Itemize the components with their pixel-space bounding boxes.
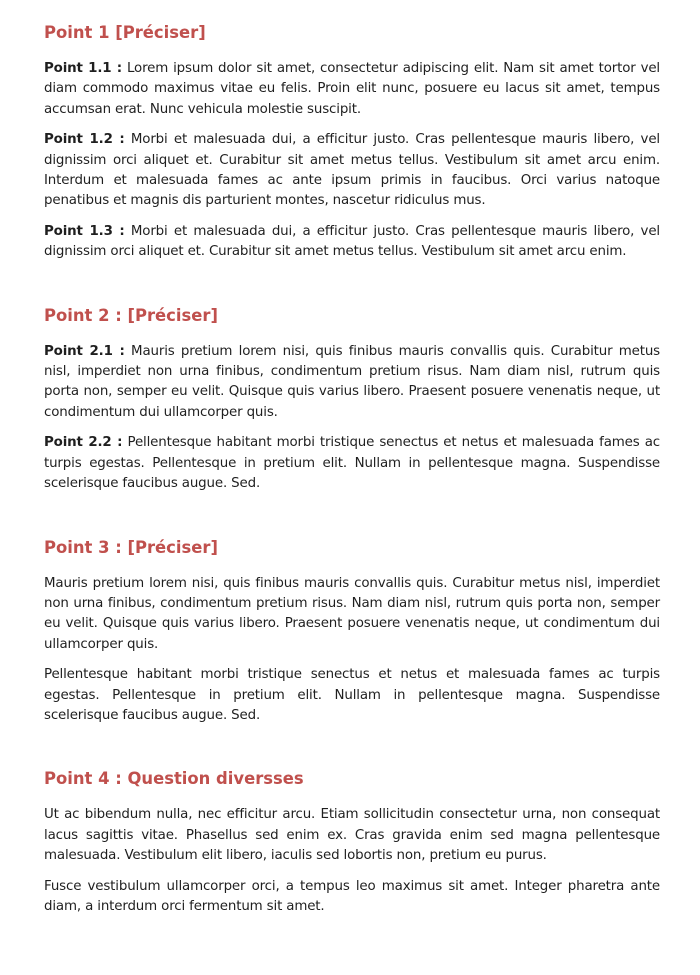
section-title: Point 1 [Préciser] bbox=[44, 23, 206, 42]
paragraph-point-2-1 bbox=[44, 342, 660, 424]
section-point-3 bbox=[44, 537, 660, 727]
paragraph-point-1-3 bbox=[44, 222, 660, 263]
paragraph-text: Pellentesque habitant morbi tristique senectus et netus et malesuada fames ac turpis egestas. Pellentesque in pretium elit. Nullam in pellentesque magna. Suspendisse scelerisque faucibus augue. Sed. bbox=[44, 435, 660, 492]
paragraph-text: Morbi et malesuada dui, a efficitur justo. Cras pellentesque mauris libero, vel dignissim orci aliquet et. Curabitur sit amet metus tellus. Vestibulum sit amet arcu enim. Interdum et malesuada fames ac ante ipsum primis in faucibus. Orci varius natoque penatibus et magnis dis parturient montes, nascetur ridiculus mus. bbox=[44, 132, 660, 209]
paragraph-label: Point 1.1 : bbox=[44, 61, 123, 76]
paragraph-point-1-1 bbox=[44, 59, 660, 120]
paragraph: Mauris pretium lorem nisi, quis finibus mauris convallis quis. Curabitur metus nisl, imperdiet non urna finibus, condimentum pretium risus. Nam diam nisl, rutrum quis porta non, semper eu velit. Quisque quis varius libero. Praesent posuere venenatis neque, ut condimentum dui ullamcorper quis. bbox=[44, 575, 660, 652]
section-point-2 bbox=[44, 305, 660, 495]
section-point-4 bbox=[44, 768, 660, 917]
paragraph-point-2-2 bbox=[44, 433, 660, 494]
paragraph-text: Morbi et malesuada dui, a efficitur justo. Cras pellentesque mauris libero, vel dignissim orci aliquet et. Curabitur sit amet metus tellus. Vestibulum sit amet arcu enim. bbox=[44, 223, 660, 260]
paragraph: Fusce vestibulum ullamcorper orci, a tempus leo maximus sit amet. Integer pharetra ante diam, a interdum orci fermentum sit amet. bbox=[44, 878, 660, 914]
paragraph: Pellentesque habitant morbi tristique senectus et netus et malesuada fames ac turpis egestas. Pellentesque in pretium elit. Nullam in pellentesque magna. Suspendisse scelerisque faucibus augue. Sed. bbox=[44, 667, 660, 723]
section-title: Point 4 : Question diversses bbox=[44, 769, 304, 789]
paragraph-point-1-2 bbox=[44, 130, 660, 212]
paragraph-text: Mauris pretium lorem nisi, quis finibus mauris convallis quis. Curabitur metus nisl, imperdiet non urna finibus, condimentum pretium risus. Nam diam nisl, rutrum quis porta non, semper eu velit. Quisque quis varius libero. Praesent posuere venenatis neque, ut condimentum dui ullamcorper quis. bbox=[44, 343, 660, 420]
section-point-1 bbox=[44, 22, 660, 263]
section-title: Point 2 : [Préciser] bbox=[44, 305, 218, 325]
paragraph-text: Lorem ipsum dolor sit amet, consectetur adipiscing elit. Nam sit amet tortor vel diam commodo maximus vitae eu felis. Proin elit nunc, posuere eu lacus sit amet, tempus accumsan erat. Nunc vehicula molestie suscipit. bbox=[44, 61, 660, 117]
paragraph-label: Point 1.3 : bbox=[44, 223, 125, 239]
paragraph: Ut ac bibendum nulla, nec efficitur arcu. Etiam sollicitudin consectetur urna, non consequat lacus sagittis vitae. Phasellus sed enim ex. Cras gravida enim sed magna pellentesque malesuada. Vestibulum elit libero, iaculis sed lobortis non, pretium eu purus. bbox=[44, 807, 660, 864]
paragraph-label: Point 2.1 : bbox=[44, 343, 125, 359]
paragraph-label: Point 1.2 : bbox=[44, 132, 125, 148]
paragraph-label: Point 2.2 : bbox=[44, 435, 123, 451]
section-title: Point 3 : [Préciser] bbox=[44, 537, 218, 557]
